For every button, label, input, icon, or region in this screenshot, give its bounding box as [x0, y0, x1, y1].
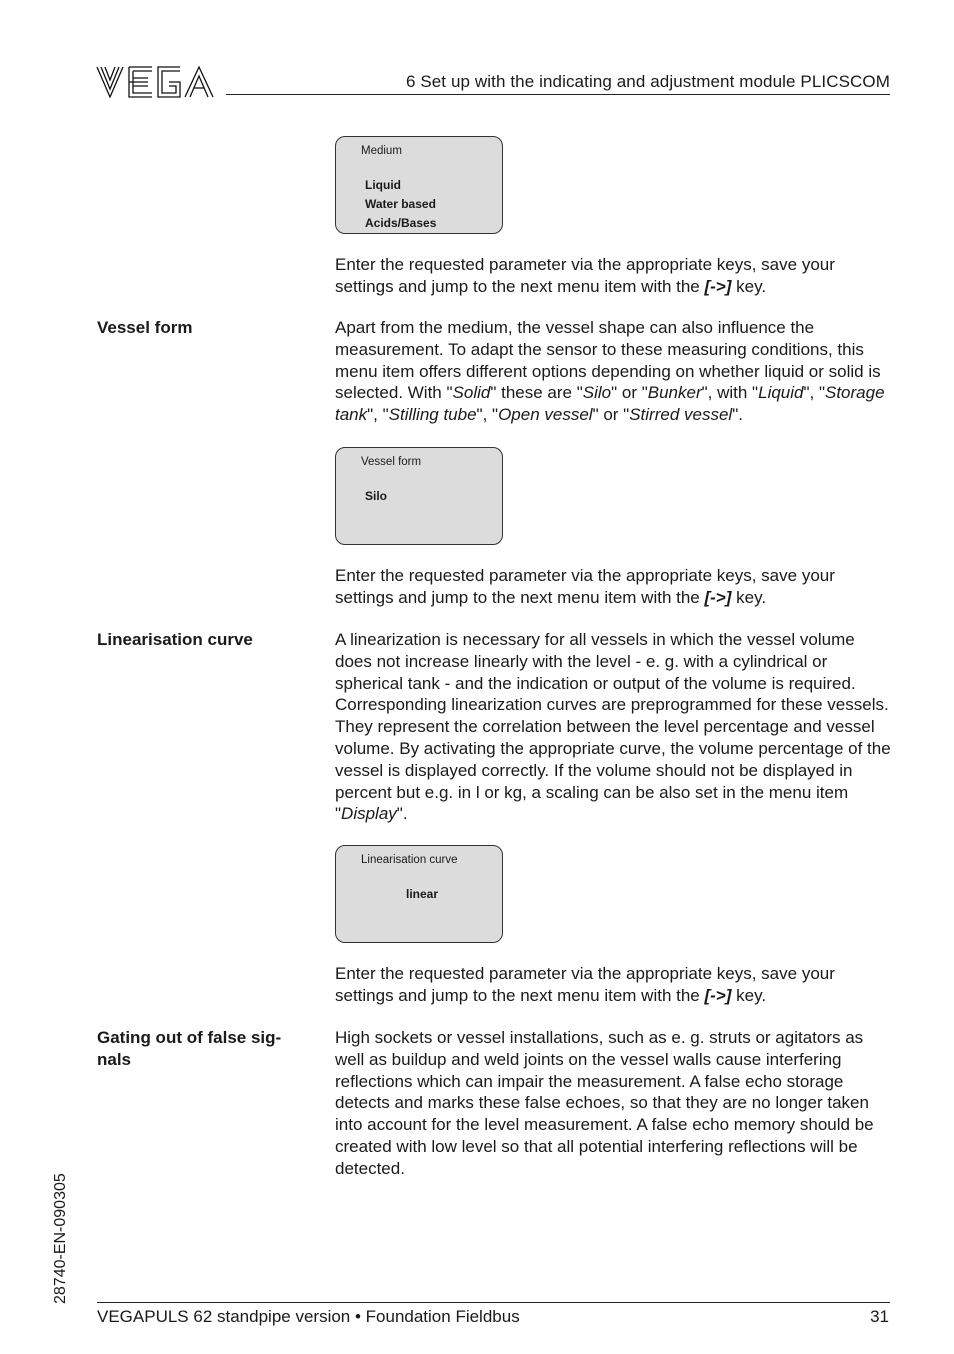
display-vessel-form — [335, 447, 503, 545]
document-code: 28740-EN-090305 — [52, 1173, 69, 1304]
display-value: Silo — [365, 489, 388, 503]
display-title: Linearisation curve — [361, 854, 458, 866]
display-line: Liquid — [365, 178, 401, 192]
header-rule — [226, 94, 890, 95]
key-symbol: [->] — [704, 587, 732, 607]
linearisation-paragraph: A linearization is necessary for all vessels in which the vessel volume does not increase linearly with the level - e. g. with a cylindrical or spherical tank - and the indication or output of the volume is required. Corresponding linearization curves are preprogrammed for these vessels. They represent the correlation between the level percentage and vessel volume. By activating the appropriate curve, the volume percentage of the vessel is displayed correctly. If the volume should not be displayed in percent but e.g. in l or kg, a scaling can be also set in the menu item "Display". — [335, 630, 891, 824]
key-symbol: [->] — [704, 276, 732, 296]
section-label-vessel-form: Vessel form — [97, 318, 193, 337]
vessel-form-paragraph: Apart from the medium, the vessel shape can also influence the measurement. To adapt the sensor to these measuring conditions, this menu item offers different options depending on whether liquid or solid is selected. With "Solid" these are "Silo" or "Bunker", with "Liquid", "Storage tank", "Stilling tube", "Open vessel" or "Stirred vessel". — [335, 318, 885, 425]
gating-paragraph: High sockets or vessel installations, such as e. g. struts or agitators as well as buildup and weld joints on the vessel walls cause interfering reflections which can impair the measurement. A false echo storage detects and marks these false echoes, so that they are no longer taken into account for the level measurement. A false echo memory should be created with low level so that all potential interfering reflections will be detected. — [335, 1028, 874, 1178]
chapter-heading: 6 Set up with the indicating and adjustment module PLICSCOM — [405, 72, 890, 91]
key-symbol: [->] — [704, 985, 732, 1005]
display-medium — [335, 136, 503, 234]
instruction-paragraph: Enter the requested parameter via the appropriate keys, save your settings and jump to the next menu item with the [->] key. — [335, 964, 835, 1005]
display-title: Medium — [361, 145, 402, 157]
section-label-linearisation: Linearisation curve — [97, 630, 253, 649]
footer-rule — [97, 1302, 890, 1303]
display-linearisation — [335, 845, 503, 943]
display-line: Acids/Bases — [365, 216, 437, 230]
page-number: 31 — [870, 1307, 889, 1326]
section-label-gating: Gating out of false sig- nals — [97, 1028, 282, 1069]
footer-title: VEGAPULS 62 standpipe version • Foundation Fieldbus — [97, 1307, 520, 1326]
instruction-paragraph: Enter the requested parameter via the appropriate keys, save your settings and jump to the next menu item with the [->] key. — [335, 255, 835, 296]
display-line: Water based — [365, 197, 436, 211]
instruction-paragraph: Enter the requested parameter via the appropriate keys, save your settings and jump to the next menu item with the [->] key. — [335, 566, 835, 607]
display-title: Vessel form — [361, 456, 422, 468]
display-value: linear — [406, 887, 439, 901]
vega-logo — [96, 66, 214, 98]
